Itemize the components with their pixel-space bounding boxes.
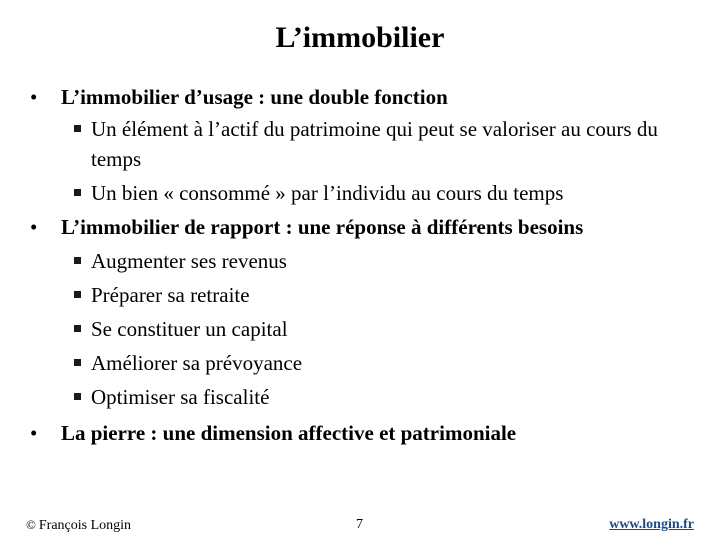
- bullet-immobilier-rapport: [30, 210, 710, 244]
- square-bullet-icon: [74, 325, 81, 332]
- bullet-text: La pierre : une dimension affective et patrimoniale: [61, 421, 517, 445]
- square-bullet-icon: [74, 393, 81, 400]
- square-bullet-icon: [74, 257, 81, 264]
- subitem-fiscalite: [30, 380, 710, 414]
- slide-title: L’immobilier: [275, 21, 445, 54]
- subitem-capital: [30, 312, 710, 346]
- bullet-symbol: •: [30, 215, 38, 239]
- subitem-bien-consomme: [30, 176, 710, 210]
- bullet-symbol: •: [30, 85, 38, 109]
- slide-footer: [0, 514, 720, 536]
- square-bullet-icon: [74, 189, 81, 196]
- subitem-text: Optimiser sa fiscalité: [91, 385, 270, 409]
- square-bullet-icon: [74, 291, 81, 298]
- website-link[interactable]: www.longin.fr: [609, 517, 694, 532]
- slide-content: [30, 82, 710, 452]
- subitem-actif-patrimoine: [30, 112, 671, 176]
- subitem-text: Un bien « consommé » par l’individu au cours du temps: [91, 181, 564, 205]
- bullet-symbol: •: [30, 421, 38, 445]
- subitem-text: Un élément à l’actif du patrimoine qui peut se valoriser au cours du temps: [91, 117, 658, 171]
- subitem-text: Améliorer sa prévoyance: [91, 351, 303, 375]
- footer-author: [26, 514, 131, 537]
- subitem-prevoyance: [30, 346, 710, 380]
- copyright-icon: ©: [26, 517, 36, 532]
- bullet-immobilier-usage: [30, 82, 710, 112]
- subitem-text: Augmenter ses revenus: [91, 249, 287, 273]
- subitem-text: Préparer sa retraite: [91, 283, 250, 307]
- subitem-text: Se constituer un capital: [91, 317, 288, 341]
- bullet-text: L’immobilier de rapport : une réponse à différents besoins: [61, 215, 584, 239]
- square-bullet-icon: [74, 125, 81, 132]
- author-name: François Longin: [38, 518, 132, 533]
- subitem-revenus: [30, 244, 710, 278]
- page-number: 7: [356, 517, 363, 532]
- square-bullet-icon: [74, 359, 81, 366]
- bullet-text: L’immobilier d’usage : une double fonction: [61, 85, 448, 109]
- bullet-pierre: [30, 414, 710, 452]
- subitem-retraite: [30, 278, 710, 312]
